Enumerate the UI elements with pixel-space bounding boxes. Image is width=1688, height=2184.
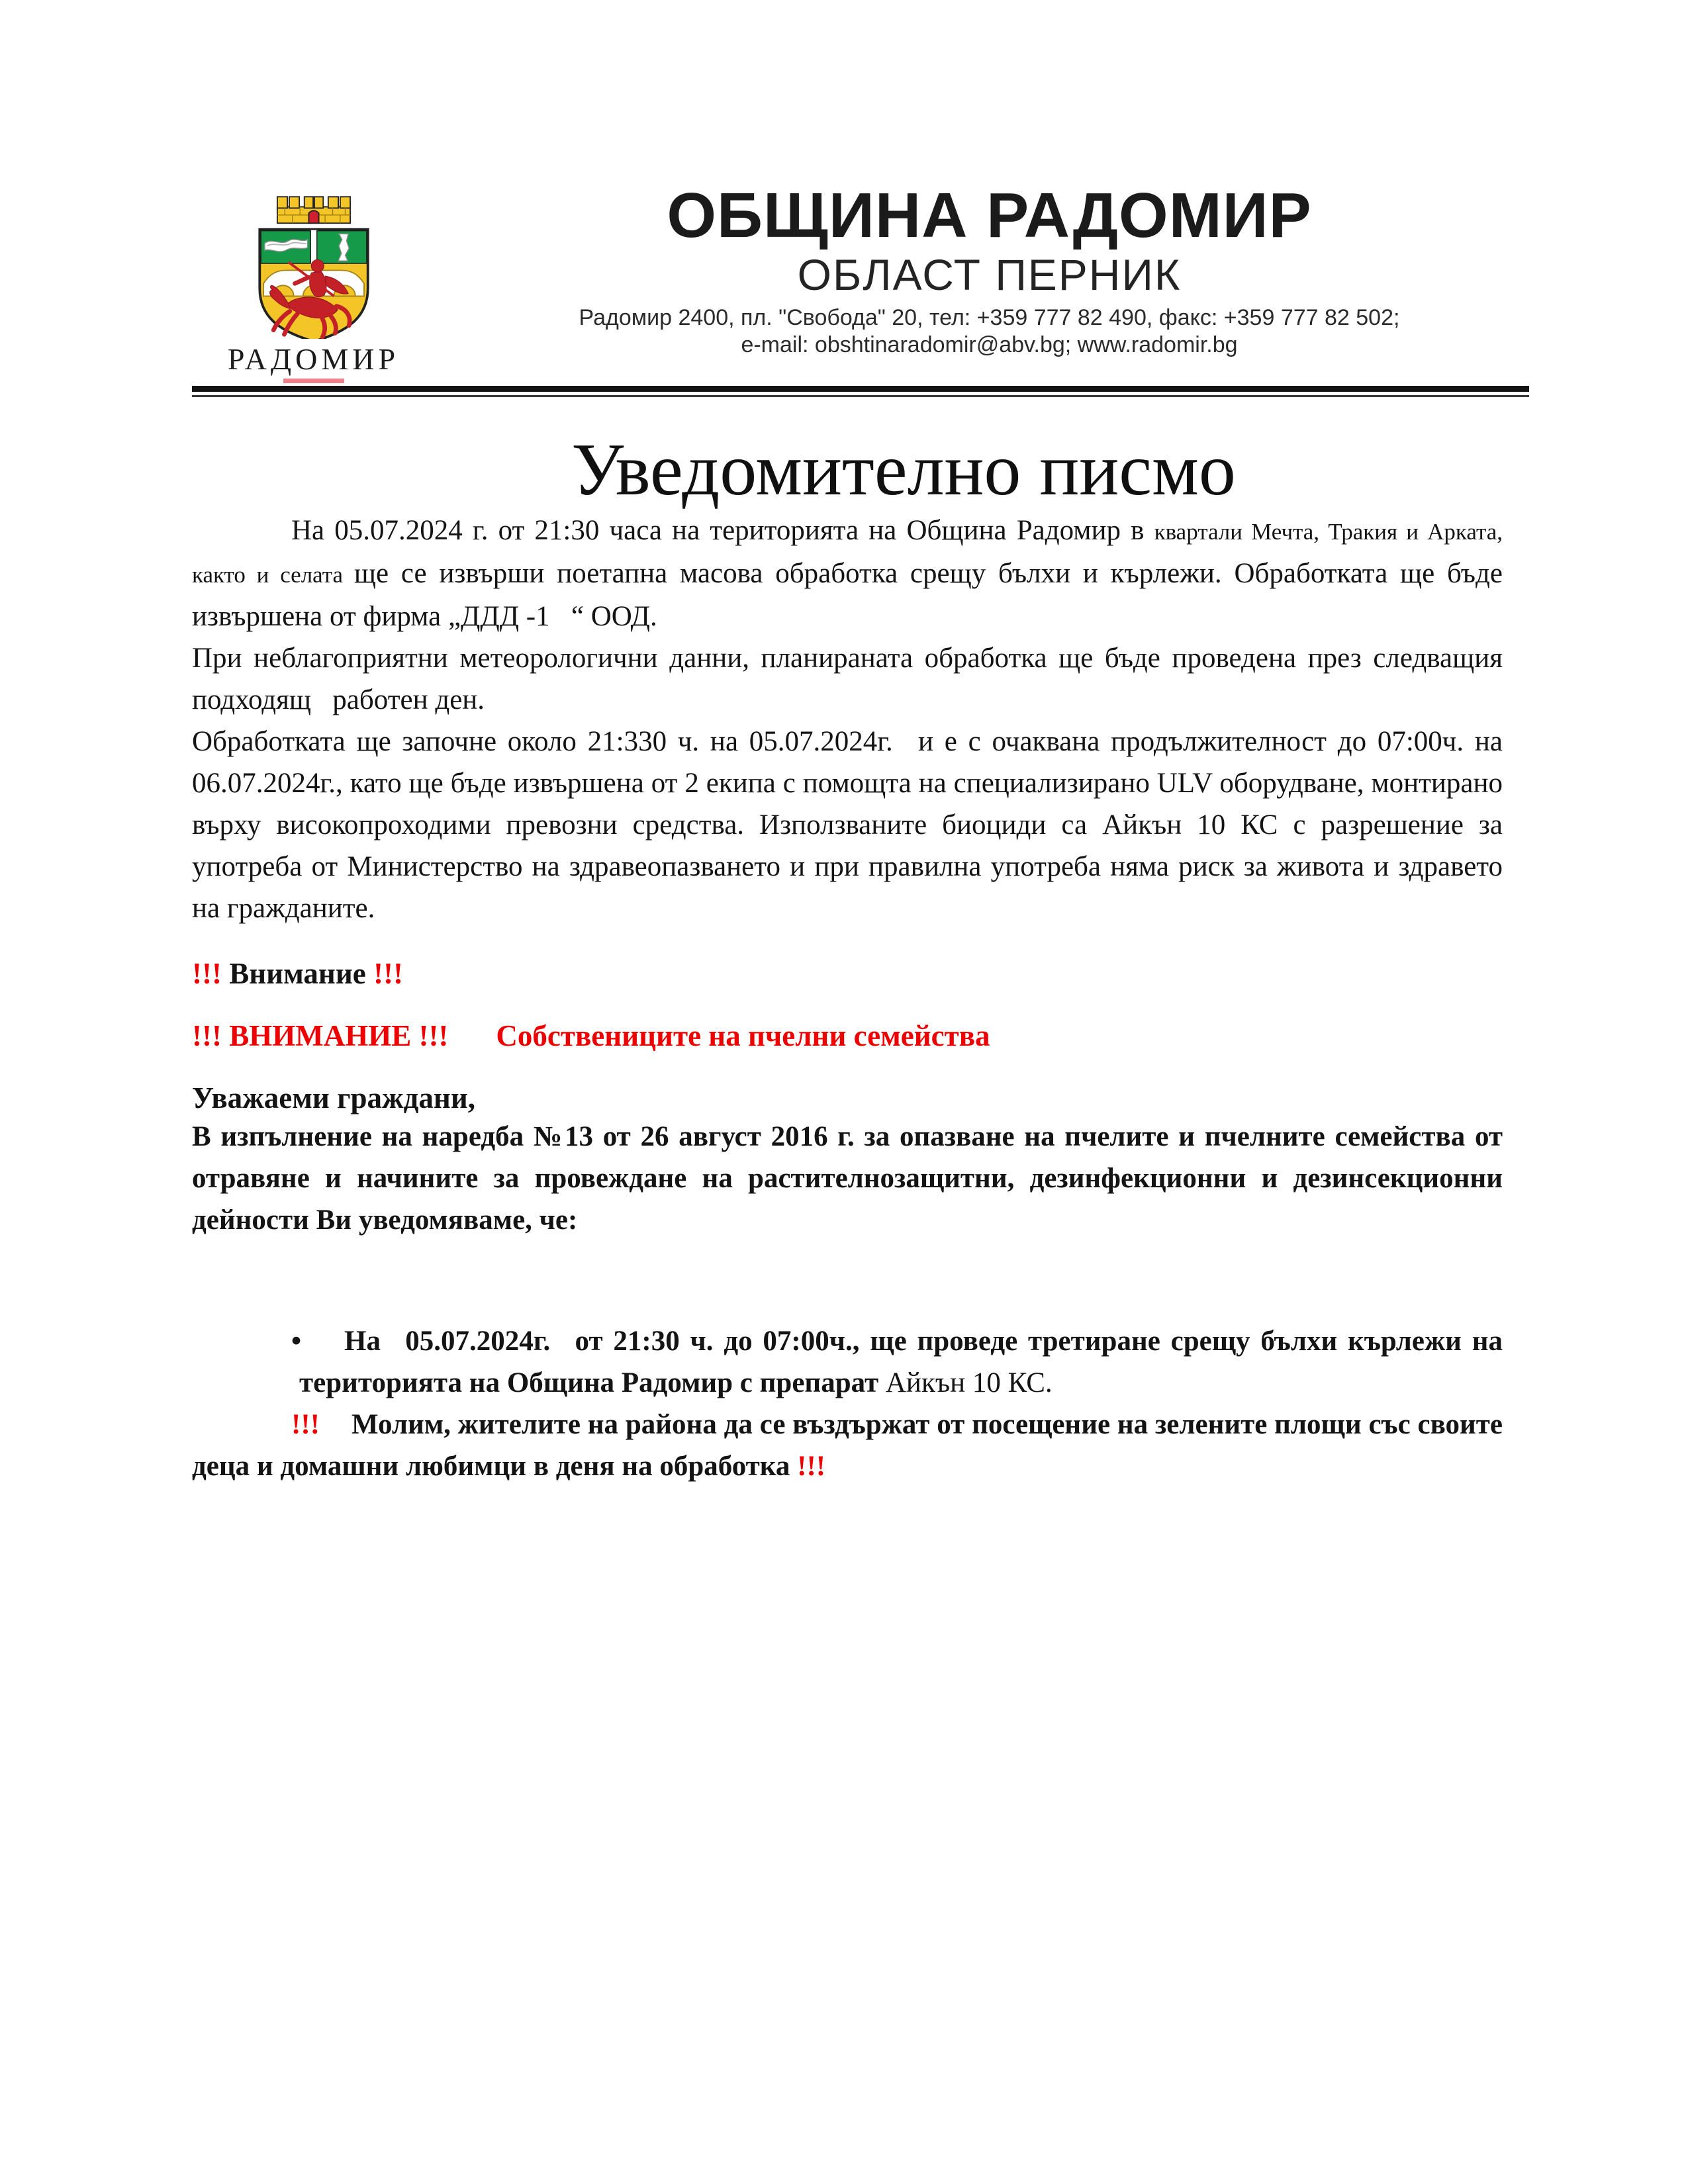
intro-text-end: ще се извърши поетапна масова обработка срещу бълхи и кърлежи. Обработката ще бъде извършена от фирма „ДДД -1 “ ООД. <box>192 557 1503 632</box>
radomir-coat-of-arms-icon <box>241 179 387 339</box>
document-title: Уведомително писмо <box>571 429 1236 511</box>
bullet-text-product: Айкън 10 КС. <box>885 1367 1053 1398</box>
attention-audience: Собствениците на пчелни семейства <box>496 1019 990 1052</box>
attention-warning: !!! ВНИМАНИЕ !!! <box>192 1019 449 1052</box>
paragraph-weather-note: При неблагоприятни метеорологични данни, планираната обработка ще бъде проведена през следващия подходящ работен ден. <box>192 642 1503 715</box>
paragraph-schedule-details: Обработката ще започне около 21:330 ч. на 05.07.2024г. и е с очаквана продължителност до 07:00ч. на 06.07.2024г., като ще бъде извършена от 2 екипа с помощта на специализирано ULV оборудване, монтирано върху високопроходими превозни средства. Използваните биоциди са Айкън 10 КС с разрешение за употреба от Министерство на здравеопазването и при правилна употреба няма риск за живота и здравето на гражданите. <box>192 725 1503 924</box>
paragraph-intro <box>192 510 1503 637</box>
paragraph-final-warning <box>192 1404 1503 1487</box>
final-exclamation-right: !!! <box>797 1450 826 1482</box>
header-separator-thick <box>192 386 1529 392</box>
letterhead-text <box>391 179 1503 359</box>
logo-city-label: РАДОМИР <box>227 342 400 376</box>
attention-line-2 <box>192 1018 1503 1054</box>
intro-text-neighborhoods: квартали Мечта, Тракия и Арката, както и селата <box>192 518 1503 588</box>
paragraph-regulation: В изпълнение на наредба №13 от 26 август 2016 г. за опазване на пчелите и пчелните семейства от отравяне и начините за провеждане на растителнозащитни, дезинфекционни и дезинсекционни дейности Ви уведомяваме, че: <box>192 1120 1503 1236</box>
attention-line-1 <box>192 956 1503 991</box>
region-name: ОБЛАСТ ПЕРНИК <box>797 250 1182 299</box>
bullet-treatment-notice <box>192 1320 1503 1404</box>
exclamation-right: !!! <box>373 956 403 990</box>
logo-underline-decoration <box>283 379 344 383</box>
attention-word: Внимание <box>229 956 366 990</box>
organization-name: ОБЩИНА РАДОМИР <box>667 180 1312 251</box>
salutation: Уважаеми граждани, <box>192 1081 476 1115</box>
exclamation-left: !!! <box>192 956 222 990</box>
bullet-icon: • <box>291 1325 302 1357</box>
letterhead <box>192 179 1503 383</box>
intro-text-start: На 05.07.2024 г. от 21:30 часа на територията на Община Радомир в <box>291 514 1154 546</box>
bullet-text-bold: На 05.07.2024г. от 21:30 ч. до 07:00ч., ще проведе третиране срещу бълхи кърлежи на територията на Община Радомир с препарат <box>299 1325 1503 1398</box>
header-separator-thin <box>192 395 1529 397</box>
municipality-logo <box>227 179 400 383</box>
address-line-2: e-mail: obshtinaradomir@abv.bg; www.radomir.bg <box>741 332 1238 357</box>
final-warning-text: Молим, жителите на района да се въздържат от посещение на зелените площи със своите деца и домашни любимци в деня на обработка <box>192 1408 1503 1482</box>
address-line-1: Радомир 2400, пл. "Свобода" 20, тел: +359 777 82 490, факс: +359 777 82 502; <box>579 305 1400 330</box>
final-exclamation-left: !!! <box>291 1408 320 1440</box>
